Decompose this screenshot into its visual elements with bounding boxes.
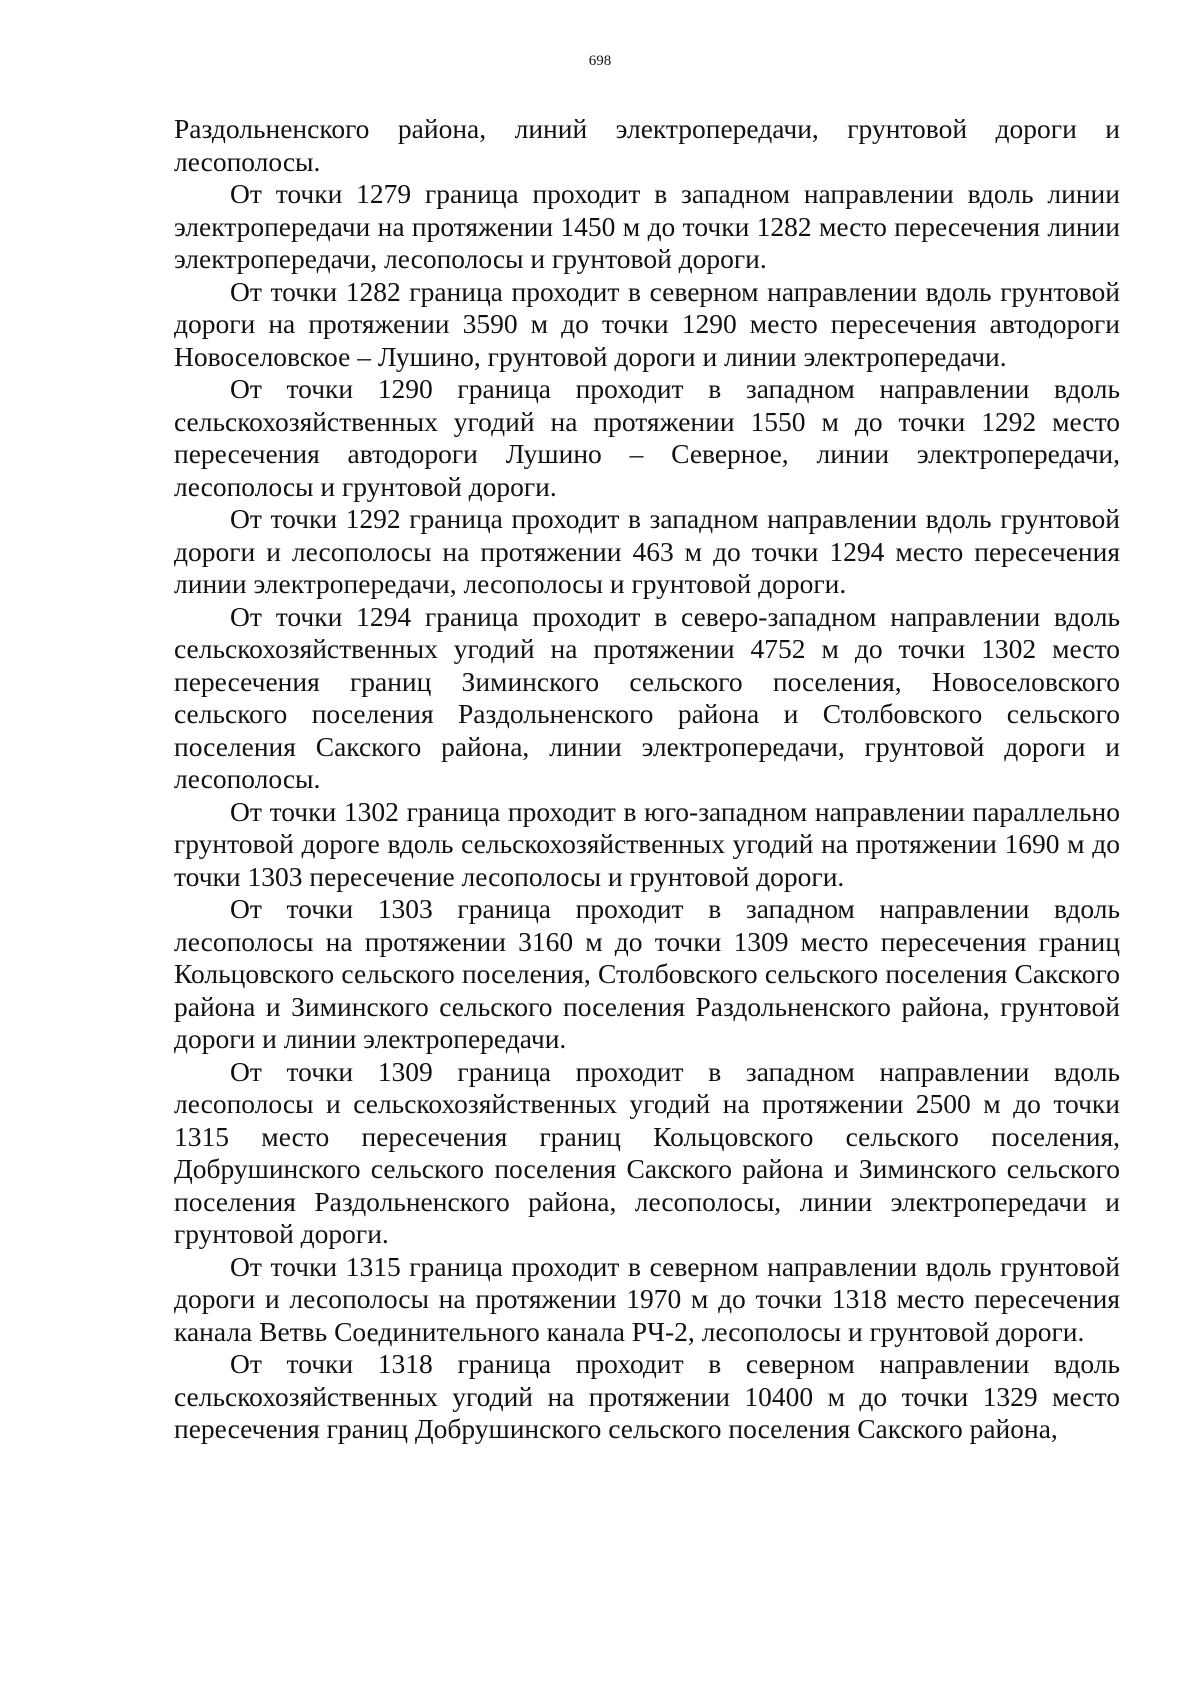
paragraph-point-1315: От точки 1315 граница проходит в северном направлении вдоль грунтовой дороги и лесополосы на протяжении 1970 м до точки 1318 место пересечения канала Ветвь Соединительного канала РЧ-2, лесополосы и грунтовой дороги. — [174, 1250, 1120, 1347]
paragraph-point-1282: От точки 1282 граница проходит в северном направлении вдоль грунтовой дороги на протяжении 3590 м до точки 1290 место пересечения автодороги Новоселовское – Лушино, грунтовой дороги и линии электропередачи. — [174, 275, 1120, 372]
paragraph-point-1302: От точки 1302 граница проходит в юго-западном направлении параллельно грунтовой дороге вдоль сельскохозяйственных угодий на протяжении 1690 м до точки 1303 пересечение лесополосы и грунтовой дороги. — [174, 795, 1120, 892]
paragraph-point-1318: От точки 1318 граница проходит в северном направлении вдоль сельскохозяйственных угодий на протяжении 10400 м до точки 1329 место пересечения границ Добрушинского сельского поселения Сакского района, — [174, 1348, 1120, 1444]
paragraph-point-1292: От точки 1292 граница проходит в западном направлении вдоль грунтовой дороги и лесополосы на протяжении 463 м до точки 1294 место пересечения линии электропередачи, лесополосы и грунтовой дороги. — [174, 503, 1120, 599]
paragraph-point-1309: От точки 1309 граница проходит в западном направлении вдоль лесополосы и сельскохозяйственных угодий на протяжении 2500 м до точки 1315 место пересечения границ Кольцовского сельского поселения, Добрушинского сельского поселения Сакского района и Зиминского сельского поселения Раздольненского района, лесополосы, линии электропередачи и грунтовой дороги. — [174, 1055, 1120, 1249]
paragraph-point-1294: От точки 1294 граница проходит в северо-западном направлении вдоль сельскохозяйственных угодий на протяжении 4752 м до точки 1302 место пересечения границ Зиминского сельского поселения, Новоселовского сельского поселения Раздольненского района и Столбовского сельского поселения Сакского района, линии электропередачи, грунтовой дороги и лесополосы. — [174, 600, 1120, 794]
document-body — [174, 113, 1120, 1446]
page-number: 698 — [588, 53, 612, 69]
paragraph-point-1290: От точки 1290 граница проходит в западном направлении вдоль сельскохозяйственных угодий на протяжении 1550 м до точки 1292 место пересечения автодороги Лушино – Северное, линии электропередачи, лесополосы и грунтовой дороги. — [174, 373, 1120, 502]
paragraph-point-1279: От точки 1279 граница проходит в западном направлении вдоль линии электропередачи на протяжении 1450 м до точки 1282 место пересечения линии электропередачи, лесополосы и грунтовой дороги. — [174, 178, 1120, 274]
paragraph-continuation: Раздольненского района, линий электропередачи, грунтовой дороги и лесополосы. — [174, 113, 1120, 177]
paragraph-point-1303: От точки 1303 граница проходит в западном направлении вдоль лесополосы на протяжении 3160 м до точки 1309 место пересечения границ Кольцовского сельского поселения, Столбовского сельского поселения Сакского района и Зиминского сельского поселения Раздольненского района, грунтовой дороги и линии электропередачи. — [174, 893, 1120, 1054]
